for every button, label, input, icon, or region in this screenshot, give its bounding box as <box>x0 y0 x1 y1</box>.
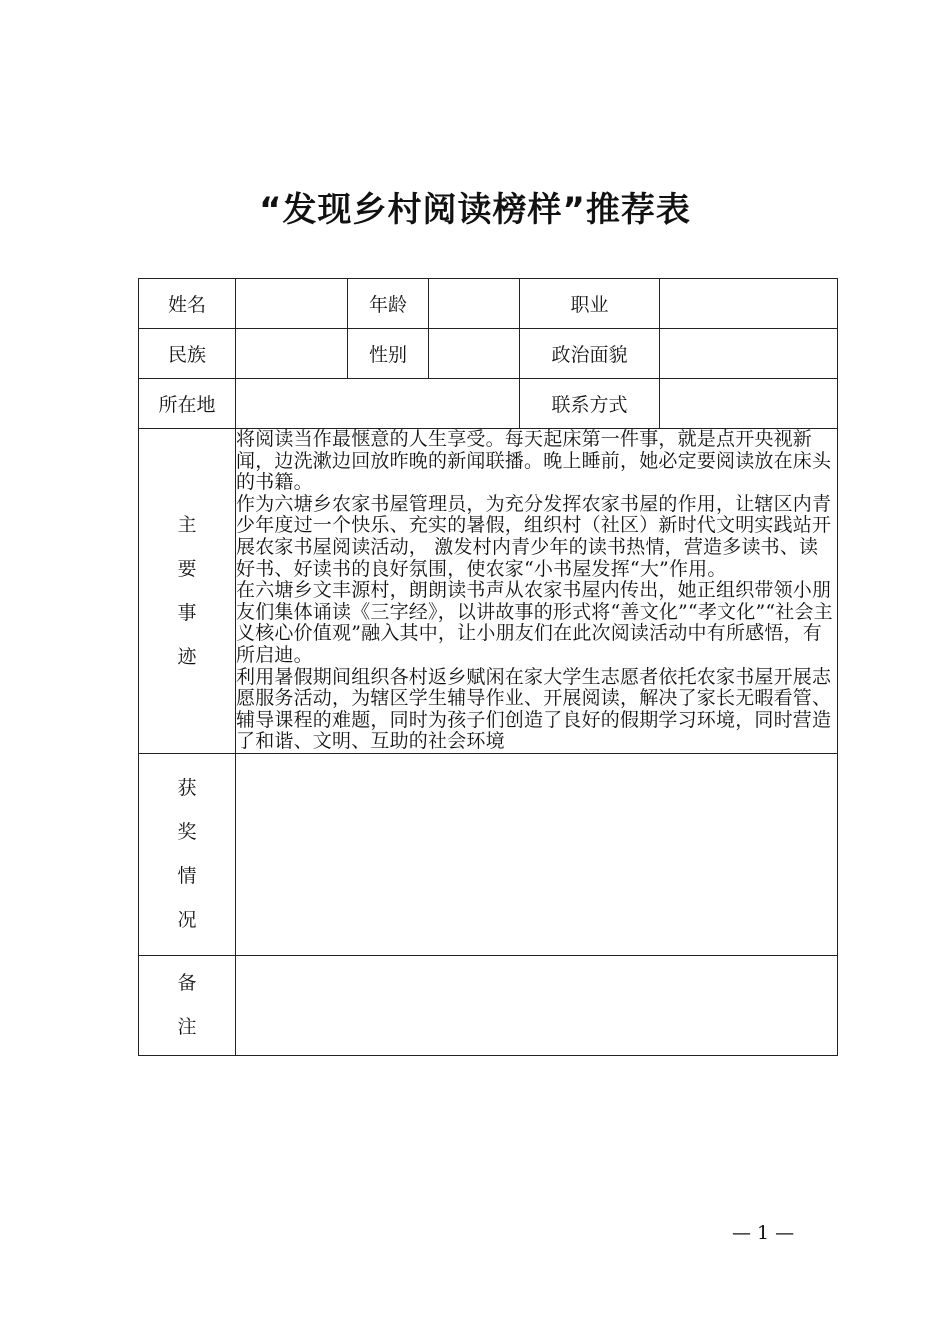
deeds-paragraph: 在六塘乡文丰源村，朗朗读书声从农家书屋内传出，她正组织带领小朋友们集体诵读《三字经》，以讲故事的形式将“善文化”“孝文化”“社会主义核心价值观”融入其中，让小朋友们在此次阅读活动中有所感悟，有所启迪。 <box>236 579 833 666</box>
form-title: “发现乡村阅读榜样”推荐表 <box>259 190 691 230</box>
remarks-label <box>139 955 236 1055</box>
form-row-remarks <box>139 955 838 1055</box>
ethnicity-label: 民族 <box>139 329 236 379</box>
main-deeds-label-char: 要 <box>177 557 197 580</box>
age-field[interactable] <box>429 279 520 329</box>
page-number: — 1 — <box>732 1222 795 1244</box>
deeds-paragraph: 将阅读当作最惬意的人生享受。每天起床第一件事，就是点开央视新闻，边洗漱边回放昨晚的新闻联播。晚上睡前，她必定要阅读放在床头的书籍。 <box>236 428 832 494</box>
deeds-paragraph: 作为六塘乡农家书屋管理员，为充分发挥农家书屋的作用，让辖区内青少年度过一个快乐、充实的暑假，组织村（社区）新时代文明实践站开展农家书屋阅读活动， 激发村内青少年的读书热情，营造多读书、读好书、好读书的良好氛围，使农家“小书屋发挥“大”作用。 <box>236 492 832 580</box>
age-label: 年龄 <box>348 279 429 329</box>
deeds-paragraph: 利用暑假期间组织各村返乡赋闲在家大学生志愿者依托农家书屋开展志愿服务活动，为辖区学生辅导作业、开展阅读，解决了家长无暇看管、辅导课程的难题，同时为孩子们创造了良好的假期学习环境，同时营造了和谐、文明、互助的社会环境 <box>236 665 832 753</box>
job-label: 职业 <box>520 279 660 329</box>
form-row-main-deeds <box>139 429 838 754</box>
awards-label-char: 情 <box>177 865 197 888</box>
location-label: 所在地 <box>139 379 236 429</box>
ethnicity-field[interactable] <box>236 329 348 379</box>
awards-field[interactable] <box>236 753 838 955</box>
main-deeds-label-char: 事 <box>177 601 197 624</box>
political-status-field[interactable] <box>660 329 838 379</box>
gender-label: 性别 <box>348 329 429 379</box>
political-status-label: 政治面貌 <box>520 329 660 379</box>
form-row-location-contact <box>139 379 838 429</box>
remarks-label-char: 备 <box>177 972 197 995</box>
form-row-name-age-job <box>139 279 838 329</box>
main-deeds-label <box>139 429 236 754</box>
location-field[interactable] <box>236 379 520 429</box>
contact-field[interactable] <box>660 379 838 429</box>
form-row-ethnicity-gender-political <box>139 329 838 379</box>
gender-field[interactable] <box>429 329 520 379</box>
awards-label-char: 况 <box>177 909 197 932</box>
contact-label: 联系方式 <box>520 379 660 429</box>
awards-label-char: 获 <box>177 777 197 800</box>
name-field[interactable] <box>236 279 348 329</box>
remarks-field[interactable] <box>236 955 838 1055</box>
main-deeds-label-char: 迹 <box>177 645 197 668</box>
main-deeds-label-char: 主 <box>177 513 197 536</box>
name-label: 姓名 <box>139 279 236 329</box>
remarks-label-char: 注 <box>177 1016 197 1039</box>
awards-label-char: 奖 <box>177 821 197 844</box>
form-row-awards <box>139 753 838 955</box>
recommendation-form-table <box>138 278 838 1056</box>
awards-label <box>139 753 236 955</box>
job-field[interactable] <box>660 279 838 329</box>
main-deeds-content[interactable] <box>236 429 838 754</box>
